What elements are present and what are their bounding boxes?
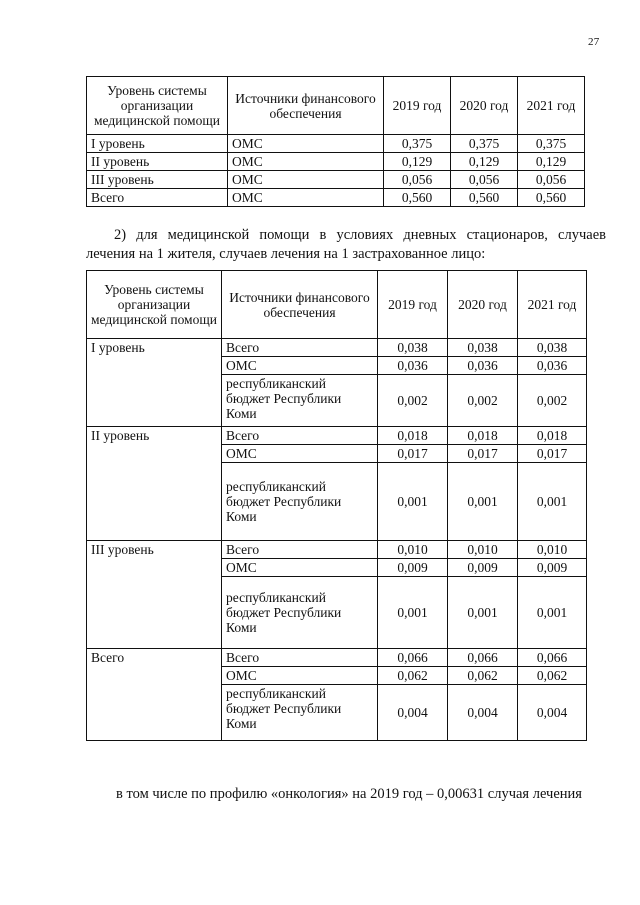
value-2020: 0,038 <box>448 339 518 357</box>
source-cell: республиканский бюджет Республики Коми <box>222 375 378 427</box>
value-2020: 0,066 <box>448 649 518 667</box>
value-2019: 0,375 <box>384 135 451 153</box>
value-2020: 0,375 <box>451 135 518 153</box>
value-2019: 0,056 <box>384 171 451 189</box>
value-2021: 0,002 <box>518 375 587 427</box>
value-2019: 0,002 <box>378 375 448 427</box>
value-2019: 0,066 <box>378 649 448 667</box>
level-cell: II уровень <box>87 427 222 541</box>
source-cell: ОМС <box>228 135 384 153</box>
value-2020: 0,560 <box>451 189 518 207</box>
table-row <box>87 153 585 171</box>
source-cell: ОМС <box>222 667 378 685</box>
source-cell: Всего <box>222 339 378 357</box>
value-2019: 0,001 <box>378 577 448 649</box>
table-row <box>87 171 585 189</box>
value-2021: 0,056 <box>518 171 585 189</box>
value-2021: 0,036 <box>518 357 587 375</box>
header-2021: 2021 год <box>518 271 587 339</box>
value-2019: 0,018 <box>378 427 448 445</box>
value-2021: 0,001 <box>518 577 587 649</box>
value-2021: 0,375 <box>518 135 585 153</box>
value-2019: 0,129 <box>384 153 451 171</box>
value-2019: 0,062 <box>378 667 448 685</box>
source-cell: Всего <box>222 427 378 445</box>
header-2021: 2021 год <box>518 77 585 135</box>
value-2020: 0,001 <box>448 463 518 541</box>
value-2020: 0,001 <box>448 577 518 649</box>
source-cell: ОМС <box>228 171 384 189</box>
value-2020: 0,062 <box>448 667 518 685</box>
table-row <box>87 649 587 667</box>
level-cell: Всего <box>87 649 222 741</box>
header-level: Уровень системы организации медицинской помощи <box>87 77 228 135</box>
table-outpatient-levels <box>86 76 585 207</box>
value-2021: 0,038 <box>518 339 587 357</box>
source-cell: Всего <box>222 541 378 559</box>
value-2021: 0,017 <box>518 445 587 463</box>
header-level: Уровень системы организации медицинской помощи <box>87 271 222 339</box>
value-2020: 0,009 <box>448 559 518 577</box>
level-cell: II уровень <box>87 153 228 171</box>
value-2021: 0,010 <box>518 541 587 559</box>
value-2021: 0,009 <box>518 559 587 577</box>
value-2020: 0,004 <box>448 685 518 741</box>
level-cell: III уровень <box>87 171 228 189</box>
value-2021: 0,062 <box>518 667 587 685</box>
value-2020: 0,018 <box>448 427 518 445</box>
level-cell: I уровень <box>87 339 222 427</box>
value-2020: 0,129 <box>451 153 518 171</box>
header-2020: 2020 год <box>448 271 518 339</box>
source-cell: ОМС <box>222 559 378 577</box>
source-cell: ОМС <box>228 153 384 171</box>
source-cell: республиканский бюджет Республики Коми <box>222 685 378 741</box>
value-2021: 0,129 <box>518 153 585 171</box>
value-2019: 0,038 <box>378 339 448 357</box>
source-cell: республиканский бюджет Республики Коми <box>222 577 378 649</box>
level-cell: Всего <box>87 189 228 207</box>
value-2020: 0,002 <box>448 375 518 427</box>
value-2021: 0,560 <box>518 189 585 207</box>
value-2020: 0,017 <box>448 445 518 463</box>
level-cell: III уровень <box>87 541 222 649</box>
value-2019: 0,004 <box>378 685 448 741</box>
paragraph-oncology: в том числе по профилю «онкология» на 2019 год – 0,00631 случая лечения <box>116 786 582 802</box>
table-row <box>87 541 587 559</box>
table-row <box>87 339 587 357</box>
value-2021: 0,018 <box>518 427 587 445</box>
value-2019: 0,036 <box>378 357 448 375</box>
header-source: Источники финансового обеспечения <box>228 77 384 135</box>
value-2020: 0,010 <box>448 541 518 559</box>
header-2019: 2019 год <box>378 271 448 339</box>
page-number: 27 <box>588 36 600 48</box>
header-source: Источники финансового обеспечения <box>222 271 378 339</box>
value-2020: 0,036 <box>448 357 518 375</box>
value-2020: 0,056 <box>451 171 518 189</box>
source-cell: Всего <box>222 649 378 667</box>
level-cell: I уровень <box>87 135 228 153</box>
source-cell: ОМС <box>228 189 384 207</box>
table-row <box>87 189 585 207</box>
paragraph-day-hospitals: 2) для медицинской помощи в условиях дневных стационаров, случаев лечения на 1 жителя, случаев лечения на 1 застрахованное лицо: <box>86 227 606 262</box>
value-2021: 0,066 <box>518 649 587 667</box>
source-cell: ОМС <box>222 445 378 463</box>
header-2019: 2019 год <box>384 77 451 135</box>
value-2019: 0,009 <box>378 559 448 577</box>
source-cell: ОМС <box>222 357 378 375</box>
value-2019: 0,017 <box>378 445 448 463</box>
value-2021: 0,001 <box>518 463 587 541</box>
source-cell: республиканский бюджет Республики Коми <box>222 463 378 541</box>
value-2019: 0,010 <box>378 541 448 559</box>
value-2019: 0,560 <box>384 189 451 207</box>
header-2020: 2020 год <box>451 77 518 135</box>
value-2021: 0,004 <box>518 685 587 741</box>
table-day-hospital-levels <box>86 270 587 741</box>
value-2019: 0,001 <box>378 463 448 541</box>
table-row <box>87 135 585 153</box>
table-row <box>87 427 587 445</box>
